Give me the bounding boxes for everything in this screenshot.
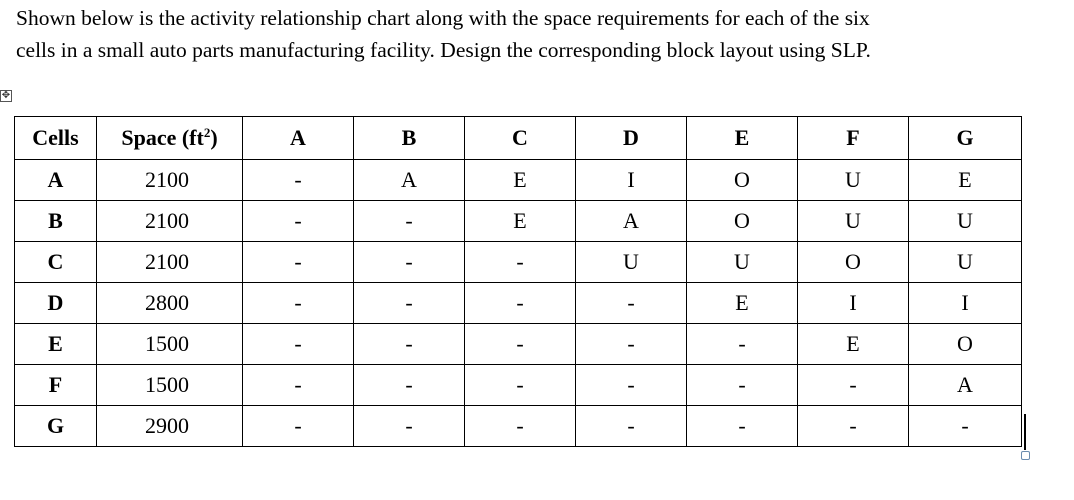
row-cell-label: D: [15, 283, 97, 324]
relationship-cell: I: [798, 283, 909, 324]
row-cell-label: G: [15, 406, 97, 447]
relationship-cell: -: [243, 201, 354, 242]
header-space-superscript: 2: [203, 125, 211, 140]
relationship-cell: -: [576, 406, 687, 447]
header-col-a: A: [243, 117, 354, 160]
relationship-cell: O: [687, 201, 798, 242]
relationship-cell: -: [243, 160, 354, 201]
relationship-cell: E: [687, 283, 798, 324]
header-space: [97, 117, 243, 160]
relationship-cell: U: [576, 242, 687, 283]
relationship-cell: -: [354, 283, 465, 324]
relationship-cell: I: [576, 160, 687, 201]
header-space-close: ): [210, 125, 218, 150]
row-cell-label: C: [15, 242, 97, 283]
row-cell-label: B: [15, 201, 97, 242]
relationship-cell: -: [909, 406, 1022, 447]
table-row: [15, 283, 1022, 324]
relationship-cell: -: [465, 365, 576, 406]
relationship-cell: A: [576, 201, 687, 242]
relationship-cell: -: [687, 365, 798, 406]
relationship-cell: E: [798, 324, 909, 365]
row-space-value: 2100: [97, 160, 243, 201]
relationship-cell: I: [909, 283, 1022, 324]
row-cell-label: A: [15, 160, 97, 201]
relationship-cell: -: [354, 365, 465, 406]
relationship-cell: U: [909, 242, 1022, 283]
relationship-cell: -: [243, 242, 354, 283]
relationship-cell: E: [465, 160, 576, 201]
relationship-cell: -: [576, 365, 687, 406]
relationship-cell: -: [687, 324, 798, 365]
header-col-c: C: [465, 117, 576, 160]
relationship-cell: -: [354, 201, 465, 242]
relationship-cell: O: [909, 324, 1022, 365]
relationship-cell: A: [354, 160, 465, 201]
relationship-cell: -: [354, 242, 465, 283]
table-row: [15, 242, 1022, 283]
row-cell-label: E: [15, 324, 97, 365]
relationship-cell: U: [687, 242, 798, 283]
header-cells: Cells: [15, 117, 97, 160]
text-cursor: [1024, 414, 1026, 450]
table-move-handle-icon[interactable]: ✥: [1, 90, 11, 101]
relationship-cell: E: [909, 160, 1022, 201]
table-body: [15, 160, 1022, 447]
relationship-cell: O: [687, 160, 798, 201]
row-space-value: 1500: [97, 365, 243, 406]
row-space-value: 2800: [97, 283, 243, 324]
problem-statement: [16, 2, 1056, 66]
relationship-cell: -: [243, 365, 354, 406]
row-space-value: 2100: [97, 201, 243, 242]
relationship-cell: -: [576, 324, 687, 365]
table-resize-handle[interactable]: [1021, 451, 1030, 460]
row-space-value: 2900: [97, 406, 243, 447]
header-col-e: E: [687, 117, 798, 160]
header-col-d: D: [576, 117, 687, 160]
problem-statement-line-2: cells in a small auto parts manufacturing facility. Design the corresponding block layout using SLP.: [16, 38, 871, 62]
table-row: [15, 365, 1022, 406]
table-row: [15, 160, 1022, 201]
header-col-b: B: [354, 117, 465, 160]
relationship-cell: -: [465, 283, 576, 324]
table-row: [15, 324, 1022, 365]
relationship-cell: -: [243, 406, 354, 447]
header-row: [15, 117, 1022, 160]
table-row: [15, 201, 1022, 242]
problem-statement-line-1: Shown below is the activity relationship chart along with the space requirements for each of the six: [16, 6, 870, 30]
relationship-cell: -: [243, 324, 354, 365]
row-space-value: 1500: [97, 324, 243, 365]
activity-relationship-table: [14, 116, 1022, 447]
table-row: [15, 406, 1022, 447]
relationship-cell: -: [798, 365, 909, 406]
relationship-cell: U: [798, 160, 909, 201]
header-col-g: G: [909, 117, 1022, 160]
relationship-cell: -: [576, 283, 687, 324]
relationship-cell: E: [465, 201, 576, 242]
row-space-value: 2100: [97, 242, 243, 283]
relationship-cell: -: [798, 406, 909, 447]
row-cell-label: F: [15, 365, 97, 406]
table-header: [15, 117, 1022, 160]
header-space-label: Space (ft: [121, 125, 204, 150]
relationship-cell: O: [798, 242, 909, 283]
relationship-cell: -: [243, 283, 354, 324]
relationship-cell: -: [465, 324, 576, 365]
header-col-f: F: [798, 117, 909, 160]
relationship-cell: -: [465, 242, 576, 283]
relationship-cell: U: [798, 201, 909, 242]
relationship-cell: U: [909, 201, 1022, 242]
relationship-cell: -: [465, 406, 576, 447]
relationship-cell: A: [909, 365, 1022, 406]
relationship-cell: -: [354, 324, 465, 365]
relationship-cell: -: [687, 406, 798, 447]
relationship-cell: -: [354, 406, 465, 447]
